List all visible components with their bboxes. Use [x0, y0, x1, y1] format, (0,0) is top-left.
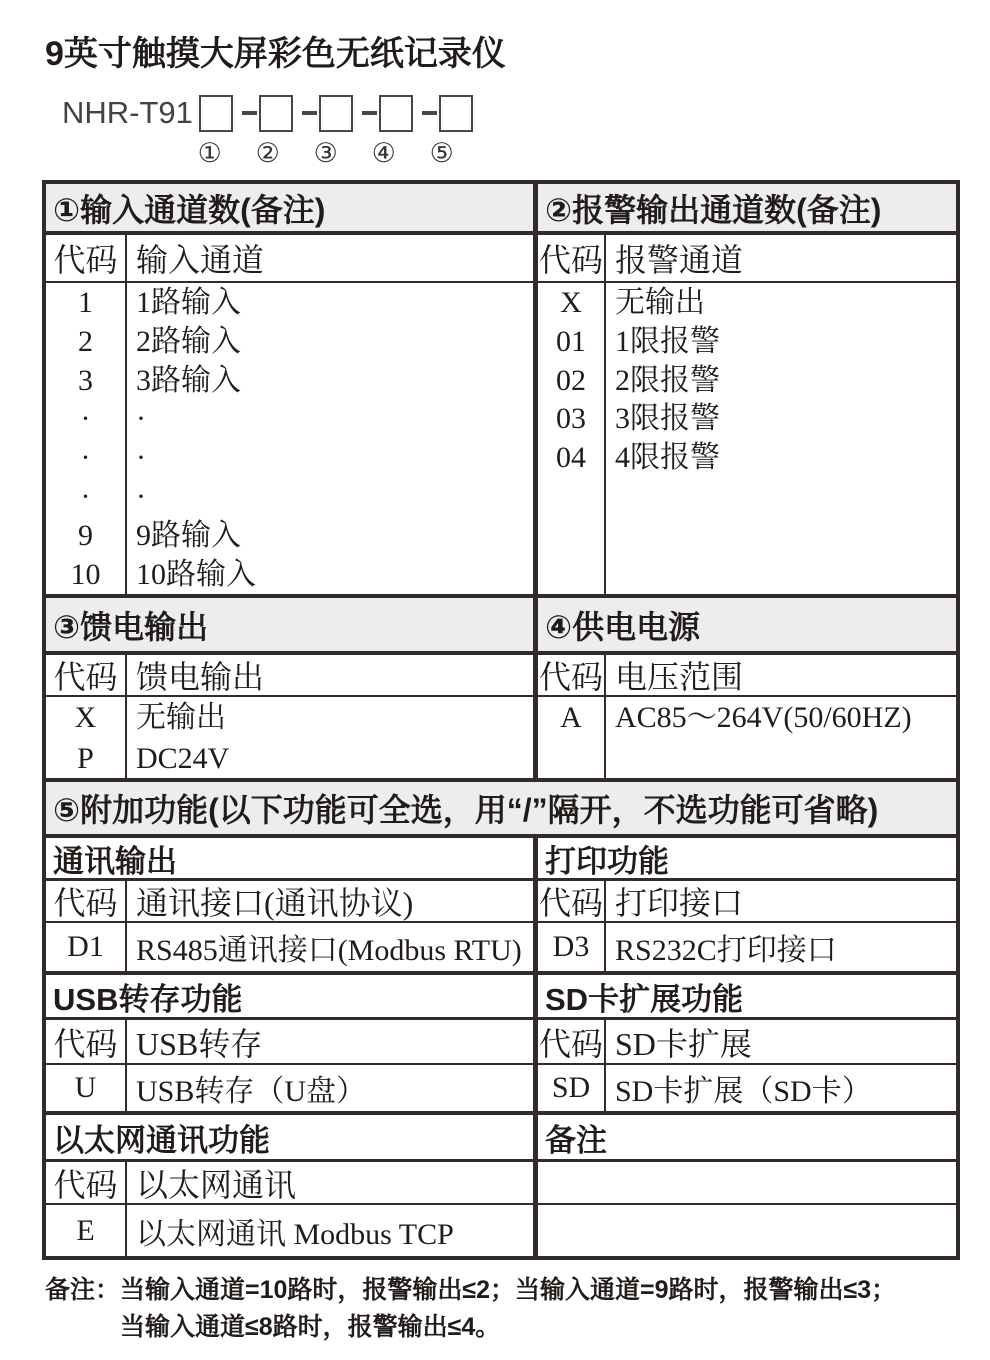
section2-code-list [538, 283, 606, 594]
row-band-usb-sd [46, 1065, 956, 1115]
subheader-band-comm-print [46, 881, 956, 923]
table-line: DC24V [136, 741, 230, 775]
table-line: · [80, 479, 91, 513]
table-line: 10路输入 [136, 557, 256, 591]
table-line: 3 [78, 363, 93, 397]
print-desc: RS232C打印接口 [615, 934, 837, 967]
subheader-band-1-2 [46, 235, 956, 283]
section2-desc-header: 报警通道 [615, 242, 744, 278]
table-line: · [136, 479, 146, 513]
table-line: 无输出 [136, 701, 226, 734]
model-slot-number-2: ② [255, 137, 280, 168]
subheader-band-3-4 [46, 655, 956, 697]
table-line: 3限报警 [615, 402, 720, 436]
ethernet-code: E [46, 1205, 127, 1256]
print-desc-header: 打印接口 [615, 885, 744, 921]
table-line: P [77, 741, 94, 775]
model-slot-number-3: ③ [313, 137, 338, 168]
subheader-band-ethernet-remark [46, 1162, 956, 1205]
table-line: 1限报警 [615, 324, 720, 358]
ethernet-desc: 以太网通讯 Modbus TCP [136, 1217, 454, 1251]
footnote [45, 1272, 965, 1346]
sd-code: SD [538, 1065, 606, 1111]
model-slot-box-3 [319, 95, 353, 132]
model-dash [242, 111, 257, 115]
sd-title: SD卡扩展功能 [545, 981, 744, 1017]
model-code [62, 92, 481, 170]
section5-header: ⑤附加功能(以下功能可全选，用“/”隔开，不选功能可省略) [53, 792, 879, 828]
table-line: 2 [78, 324, 93, 358]
body-band-1-2 [46, 283, 956, 598]
page-title: 9英寸触摸大屏彩色无纸记录仪 [45, 35, 506, 73]
model-prefix: NHR-T91 [62, 95, 193, 130]
section4-desc-header: 电压范围 [615, 659, 744, 695]
section-header-band-1-2 [46, 184, 956, 235]
section-header-band-3-4 [46, 598, 956, 655]
row-band-ethernet-remark [46, 1205, 956, 1256]
remark-empty-cell [538, 1162, 956, 1203]
sd-code-header: 代码 [538, 1020, 606, 1063]
model-slot-number-4: ④ [371, 137, 396, 168]
section2-desc-list [606, 283, 956, 594]
comm-code: D1 [46, 923, 127, 971]
usb-code: U [46, 1065, 127, 1111]
table-line: 无输出 [615, 286, 705, 319]
section2-code-header: 代码 [538, 235, 606, 281]
usb-title: USB转存功能 [53, 981, 243, 1017]
footnote-line-2: 当输入通道≤8路时，报警输出≤4。 [120, 1313, 501, 1341]
model-slot-numbers [62, 136, 481, 170]
title-band-usb-sd [46, 975, 956, 1020]
table-line: 9路输入 [136, 518, 241, 552]
table-line: 3路输入 [136, 363, 241, 397]
table-line: · [136, 441, 146, 475]
table-line: 9 [78, 518, 93, 552]
model-dash [362, 111, 377, 115]
table-line: · [136, 402, 146, 436]
model-slot-number-5: ⑤ [429, 137, 454, 168]
ethernet-desc-header: 以太网通讯 [136, 1166, 297, 1203]
section1-desc-header: 输入通道 [136, 242, 265, 278]
comm-code-header: 代码 [46, 881, 127, 921]
ethernet-title: 以太网通讯功能 [53, 1122, 270, 1158]
comm-desc: RS485通讯接口(Modbus RTU) [136, 934, 522, 967]
row-band-comm-print [46, 923, 956, 975]
usb-desc-header: USB转存 [136, 1025, 263, 1062]
body-band-3-4 [46, 697, 956, 782]
title-band-ethernet-remark [46, 1115, 956, 1162]
model-slot-box-4 [379, 95, 413, 132]
section4-header: ④供电电源 [545, 608, 701, 645]
section1-code-header: 代码 [46, 235, 127, 281]
section3-desc-list [127, 697, 533, 778]
table-line: 1路输入 [136, 286, 241, 319]
table-line: 4限报警 [615, 441, 720, 475]
print-title: 打印功能 [545, 843, 669, 878]
footnote-label: 备注： [45, 1276, 121, 1304]
model-slot-number-1: ① [197, 137, 222, 168]
remark-title: 备注 [545, 1122, 607, 1158]
table-line: 04 [556, 441, 586, 475]
section4-desc-list [606, 697, 956, 778]
usb-desc: USB转存（U盘） [136, 1075, 367, 1108]
table-line: 2路输入 [136, 324, 241, 358]
subheader-band-usb-sd [46, 1020, 956, 1065]
table-line: X [560, 286, 582, 319]
table-line: A [560, 701, 582, 734]
section2-header: ②报警输出通道数(备注) [545, 191, 882, 228]
ethernet-code-header: 代码 [46, 1162, 127, 1203]
title-band-comm-print [46, 838, 956, 881]
section4-code-header: 代码 [538, 655, 606, 695]
model-slot-box-2 [259, 95, 293, 132]
model-slot-box-1 [199, 95, 233, 132]
footnote-line-1: 当输入通道=10路时，报警输出≤2；当输入通道=9路时，报警输出≤3； [120, 1276, 897, 1304]
usb-code-header: 代码 [46, 1020, 127, 1063]
table-line: X [74, 701, 97, 734]
model-code-line [62, 92, 481, 134]
section1-header: ①输入通道数(备注) [53, 191, 326, 228]
print-code: D3 [538, 923, 606, 971]
section1-desc-list [127, 283, 533, 594]
table-line: 10 [70, 557, 101, 591]
sd-desc: SD卡扩展（SD卡） [615, 1075, 872, 1108]
section3-header: ③馈电输出 [53, 608, 209, 645]
section3-code-header: 代码 [46, 655, 127, 695]
table-line: · [80, 441, 91, 475]
table-line: · [80, 402, 91, 436]
model-dash [302, 111, 317, 115]
sd-desc-header: SD卡扩展 [615, 1025, 752, 1062]
comm-title: 通讯输出 [53, 843, 177, 878]
spec-table [42, 180, 960, 1260]
table-line: 03 [556, 402, 586, 436]
section4-code-list [538, 697, 606, 778]
comm-desc-header: 通讯接口(通讯协议) [136, 885, 414, 921]
print-code-header: 代码 [538, 881, 606, 921]
section3-code-list [46, 697, 127, 778]
section1-code-list [46, 283, 127, 594]
section5-header-band [46, 782, 956, 838]
remark-empty-cell [538, 1205, 956, 1256]
section3-desc-header: 馈电输出 [136, 659, 265, 695]
model-dash [422, 111, 437, 115]
table-line: 01 [556, 324, 586, 358]
table-line: 02 [556, 363, 586, 397]
model-slot-box-5 [439, 95, 473, 132]
table-line: 1 [78, 286, 93, 319]
table-line: AC85～264V(50/60HZ) [615, 701, 912, 734]
table-line: 2限报警 [615, 363, 720, 397]
